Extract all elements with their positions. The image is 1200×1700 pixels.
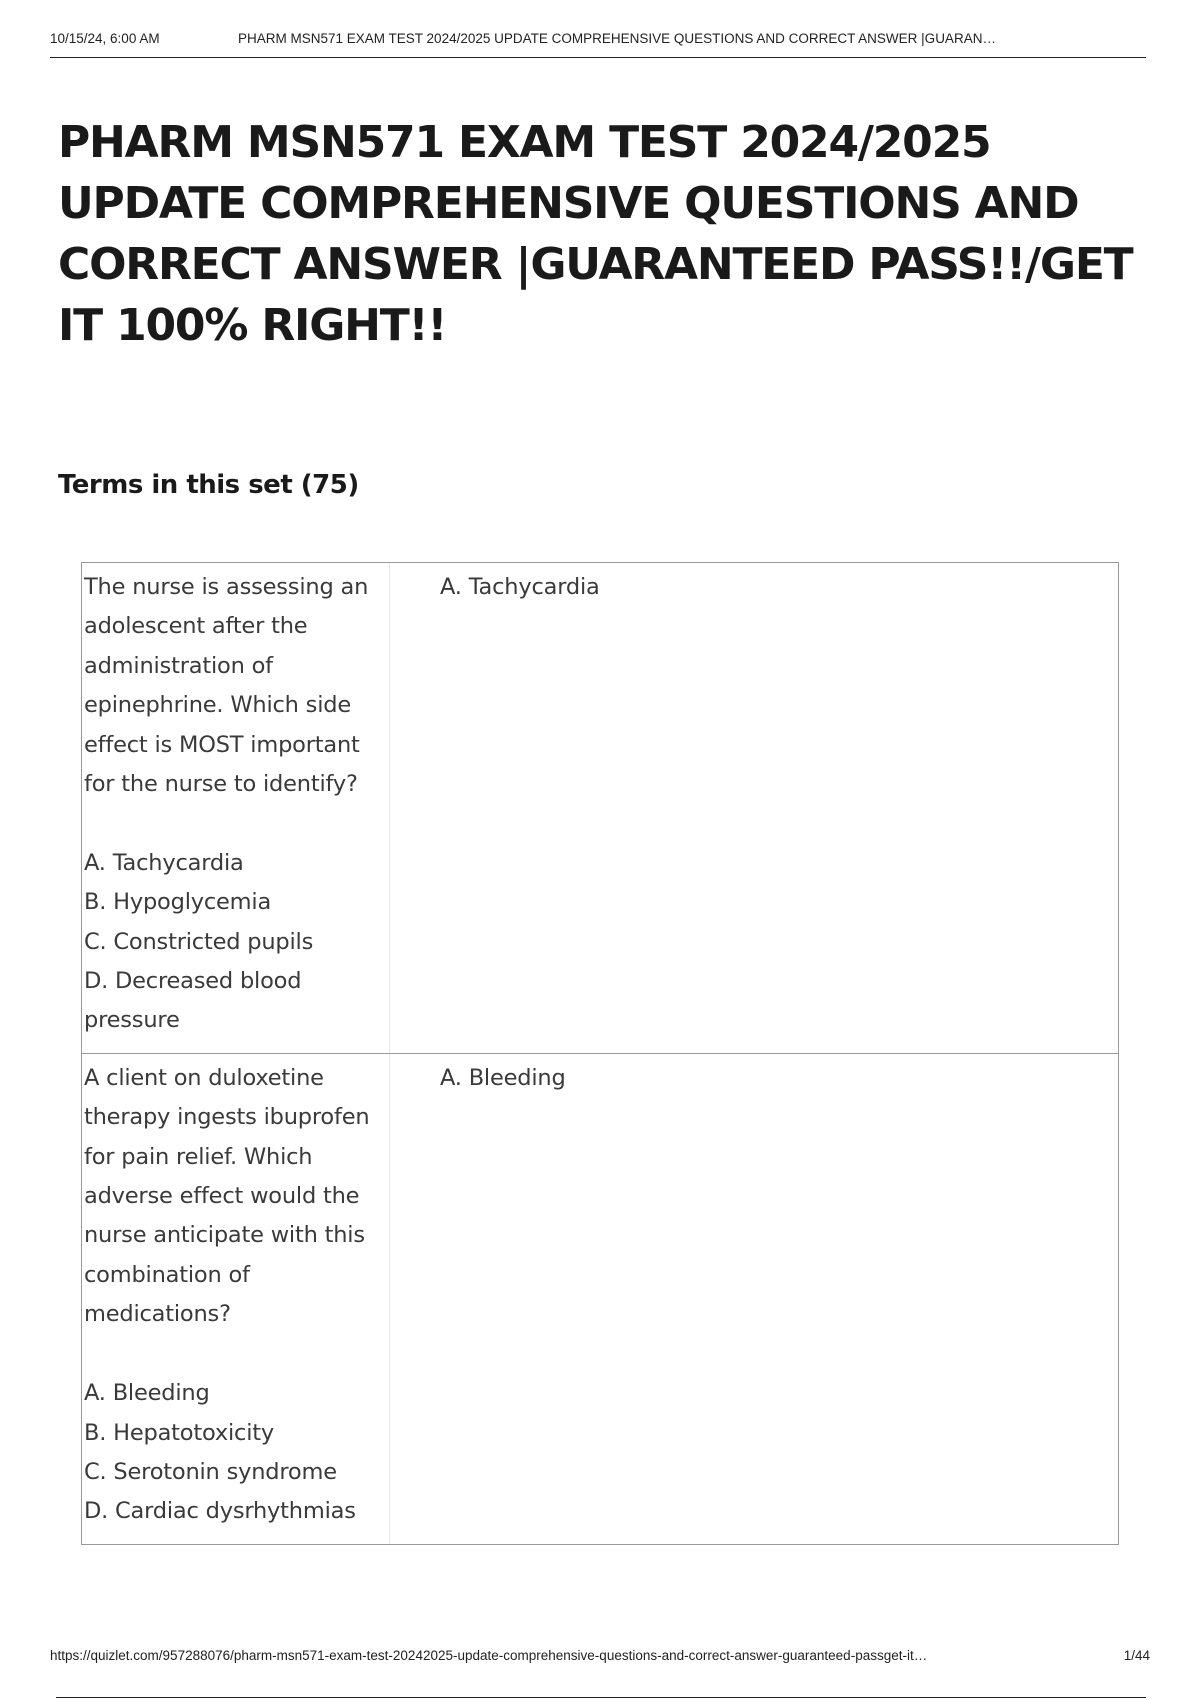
- term-answer-cell: [390, 563, 1118, 1053]
- question-line: epinephrine. Which side: [84, 692, 351, 719]
- title-line: UPDATE COMPREHENSIVE QUESTIONS AND: [58, 178, 1079, 229]
- page-title: [58, 112, 1138, 356]
- blank-line: [84, 1335, 379, 1374]
- divider: [56, 1697, 1146, 1698]
- answer-option: D. Decreased blood: [84, 968, 302, 995]
- print-doc-title: PHARM MSN571 EXAM TEST 2024/2025 UPDATE COMPREHENSIVE QUESTIONS AND CORRECT ANSWER |GUARAN…: [238, 31, 996, 46]
- title-line: IT 100% RIGHT!!: [58, 300, 447, 351]
- answer-option: B. Hepatotoxicity: [84, 1419, 274, 1446]
- question-line: effect is MOST important: [84, 731, 360, 758]
- question-line: for pain relief. Which: [84, 1143, 313, 1170]
- question-line: therapy ingests ibuprofen: [84, 1104, 370, 1131]
- term-question-cell: [82, 1054, 390, 1544]
- term-answer-cell: [390, 1054, 1118, 1544]
- answer-option: A. Tachycardia: [84, 849, 244, 876]
- term-row: [82, 563, 1118, 1053]
- question-line: medications?: [84, 1301, 231, 1328]
- print-date: 10/15/24, 6:00 AM: [50, 31, 160, 46]
- term-question-cell: [82, 563, 390, 1053]
- question-line: combination of: [84, 1261, 250, 1288]
- page-url-link[interactable]: https://quizlet.com/957288076/pharm-msn571-exam-test-20242025-update-comprehensive-questions-and-correct-answer-guaranteed-passget-it…: [50, 1648, 928, 1663]
- question-line: A client on duloxetine: [84, 1064, 324, 1091]
- correct-answer: A. Tachycardia: [440, 574, 600, 600]
- correct-answer: A. Bleeding: [440, 1064, 566, 1091]
- title-line: CORRECT ANSWER |GUARANTEED PASS!!/GET: [58, 239, 1133, 290]
- terms-count-heading: Terms in this set (75): [58, 470, 359, 500]
- answer-option: C. Constricted pupils: [84, 928, 314, 955]
- page-number: 1/44: [1123, 1648, 1150, 1663]
- question-line: adolescent after the: [84, 613, 308, 640]
- question-line: adverse effect would the: [84, 1183, 360, 1210]
- question-line: The nurse is assessing an: [84, 574, 369, 600]
- answer-option: A. Bleeding: [84, 1380, 210, 1407]
- term-row: [82, 1053, 1118, 1544]
- answer-option: B. Hypoglycemia: [84, 889, 272, 916]
- answer-option: D. Cardiac dysrhythmias: [84, 1498, 356, 1525]
- answer-option: pressure: [84, 1007, 180, 1034]
- question-line: for the nurse to identify?: [84, 771, 358, 798]
- answer-option: C. Serotonin syndrome: [84, 1458, 337, 1485]
- print-header: [50, 27, 1146, 58]
- question-line: nurse anticipate with this: [84, 1222, 365, 1249]
- title-line: PHARM MSN571 EXAM TEST 2024/2025: [58, 117, 991, 168]
- terms-table: [81, 562, 1119, 1545]
- question-line: administration of: [84, 652, 273, 679]
- blank-line: [84, 804, 379, 843]
